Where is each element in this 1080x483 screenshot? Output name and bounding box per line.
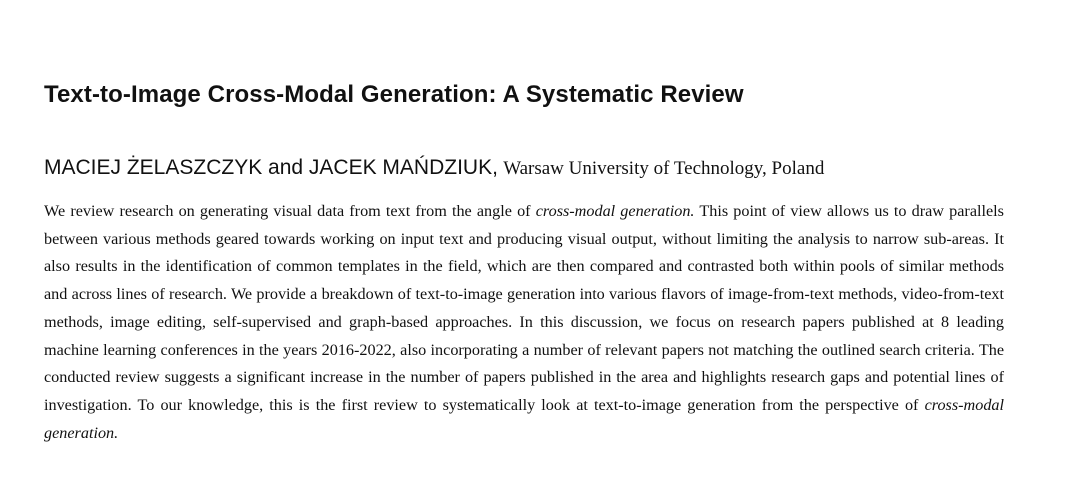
abstract-text-part1: We review research on generating visual data from text from the angle of bbox=[44, 202, 536, 220]
abstract-emphasis-1: cross-modal generation. bbox=[535, 202, 695, 220]
paper-title: Text-to-Image Cross-Modal Generation: A Systematic Review bbox=[44, 81, 744, 108]
abstract-emphasis-2: cross-modal generation. bbox=[44, 395, 1004, 442]
paper-header bbox=[44, 78, 1004, 464]
author-names: MACIEJ ŻELASZCZYK and JACEK MAŃDZIUK, bbox=[44, 156, 498, 179]
author-affiliation: Warsaw University of Technology, Poland bbox=[503, 158, 825, 179]
abstract-text-part2: This point of view allows us to draw parallels between various methods geared towards working on input text and producing visual output, without limiting the analysis to narrow sub-areas. It also results in the identification of common templates in the field, which are then compared and contrasted both within pools of similar methods and across lines of research. We provide a breakdown of text-to-image generation into various flavors of image-from-text methods, video-from-text methods, image editing, self-supervised and graph-based approaches. In this discussion, we focus on research papers published at 8 leading machine learning conferences in the years 2016-2022, also incorporating a number of relevant papers not matching the outlined search criteria. The conducted review suggests a significant increase in the number of papers published in the area and highlights research gaps and potential lines of investigation. To our knowledge, this is the first review to systematically look at text-to-image generation from the perspective of bbox=[44, 202, 1004, 414]
author-line bbox=[44, 152, 1004, 184]
abstract bbox=[44, 198, 1004, 447]
